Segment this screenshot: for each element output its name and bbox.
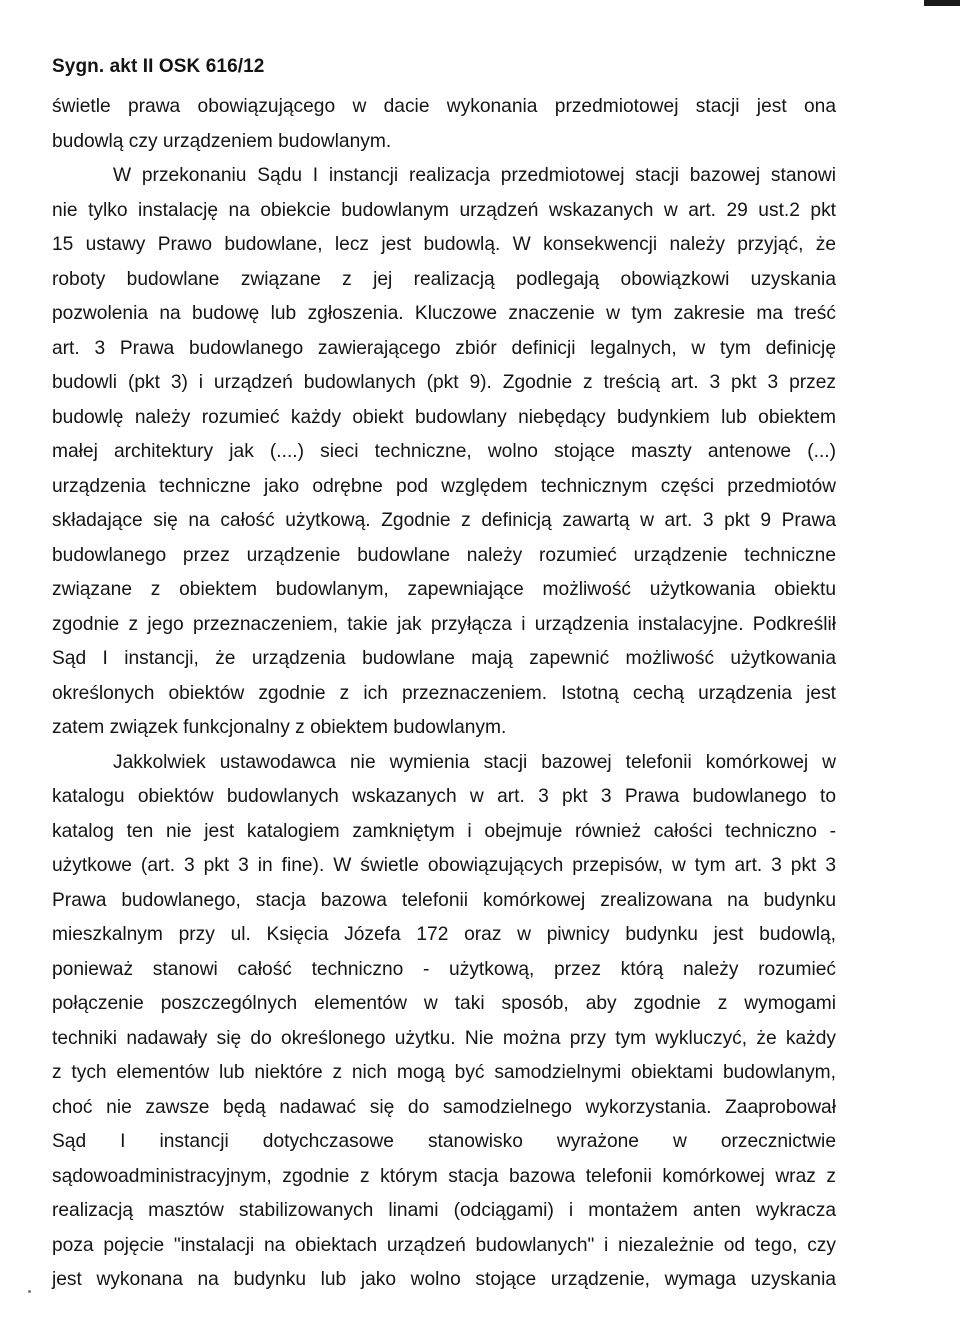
scan-corner-mark [924,0,960,6]
text-line: mieszkalnym przy ul. Księcia Józefa 172 oraz w piwnicy budynku jest budowlą, [52,924,836,945]
text-line: katalogu obiektów budowlanych wskazanych w art. 3 pkt 3 Prawa budowlanego to [52,786,836,807]
text-line: 15 ustawy Prawo budowlane, lecz jest budowlą. W konsekwencji należy przyjąć, że [52,234,836,255]
document-page [52,56,836,1298]
text-line: składające się na całość użytkową. Zgodnie z definicją zawartą w art. 3 pkt 9 Prawa [52,510,836,531]
text-line: związane z obiektem budowlanym, zapewniające możliwość użytkowania obiektu [52,579,836,600]
text-line: świetle prawa obowiązującego w dacie wykonania przedmiotowej stacji jest ona [52,96,836,117]
text-line: budowli (pkt 3) i urządzeń budowlanych (pkt 9). Zgodnie z treścią art. 3 pkt 3 przez [52,372,836,393]
text-line: ponieważ stanowi całość techniczno - użytkową, przez którą należy rozumieć [52,958,836,980]
text-line: realizacją masztów stabilizowanych linami (odciągami) i montażem anten wykracza [52,1200,836,1221]
text-line: budowlę należy rozumieć każdy obiekt budowlany niebędący budynkiem lub obiektem [52,406,836,428]
text-line: budowlanego przez urządzenie budowlane należy rozumieć urządzenie techniczne [52,544,836,566]
text-line: budowlą czy urządzeniem budowlanym. [52,130,392,152]
text-line: określonych obiektów zgodnie z ich przeznaczeniem. Istotną cechą urządzenia jest [52,682,836,704]
text-line: poza pojęcie "instalacji na obiektach urządzeń budowlanych" i niezależnie od tego, czy [52,1234,836,1256]
text-line: jest wykonana na budynku lub jako wolno stojące urządzenie, wymaga uzyskania [52,1269,836,1290]
scan-margin-dot [28,1290,31,1293]
text-line: choć nie zawsze będą nadawać się do samodzielnego wykorzystania. Zaaprobował [52,1096,836,1118]
text-line: Sąd I instancji dotychczasowe stanowisko wyrażone w orzecznictwie [52,1131,836,1152]
text-line: art. 3 Prawa budowlanego zawierającego zbiór definicji legalnych, w tym definicję [52,337,836,359]
text-line: połączenie poszczególnych elementów w taki sposób, aby zgodnie z wymogami [52,993,836,1014]
text-line: małej architektury jak (....) sieci techniczne, wolno stojące maszty antenowe (...) [52,441,836,462]
text-line: urządzenia techniczne jako odrębne pod względem technicznym części przedmiotów [52,475,836,497]
text-line: sądowoadministracyjnym, zgodnie z którym stacja bazowa telefonii komórkowej wraz z [52,1165,836,1187]
text-line: katalog ten nie jest katalogiem zamkniętym i obejmuje również całości techniczno - [52,820,836,842]
text-line: W przekonaniu Sądu I instancji realizacja przedmiotowej stacji bazowej stanowi [113,165,836,186]
text-line: techniki nadawały się do określonego użytku. Nie można przy tym wykluczyć, że każdy [52,1027,836,1049]
text-line: Sąd I instancji, że urządzenia budowlane mają zapewnić możliwość użytkowania [52,648,836,669]
text-line: z tych elementów lub niektóre z nich mogą być samodzielnymi obiektami budowlanym, [52,1062,836,1083]
text-line: pozwolenia na budowę lub zgłoszenia. Kluczowe znaczenie w tym zakresie ma treść [52,303,836,324]
case-signature: Sygn. akt II OSK 616/12 [52,56,265,77]
document-body [52,90,836,1298]
text-line: roboty budowlane związane z jej realizacją podlegają obowiązkowi uzyskania [52,268,836,290]
text-line: zgodnie z jego przeznaczeniem, takie jak przyłącza i urządzenia instalacyjne. Podkreślił [52,613,836,635]
text-line: Jakkolwiek ustawodawca nie wymienia stacji bazowej telefonii komórkowej w [113,751,836,773]
text-line: Prawa budowlanego, stacja bazowa telefonii komórkowej zrealizowana na budynku [52,889,836,911]
text-line: nie tylko instalację na obiekcie budowlanym urządzeń wskazanych w art. 29 ust.2 pkt [52,199,836,221]
text-line: użytkowe (art. 3 pkt 3 in fine). W świetle obowiązujących przepisów, w tym art. 3 pkt 3 [52,855,836,876]
text-line: zatem związek funkcjonalny z obiektem budowlanym. [52,717,507,738]
